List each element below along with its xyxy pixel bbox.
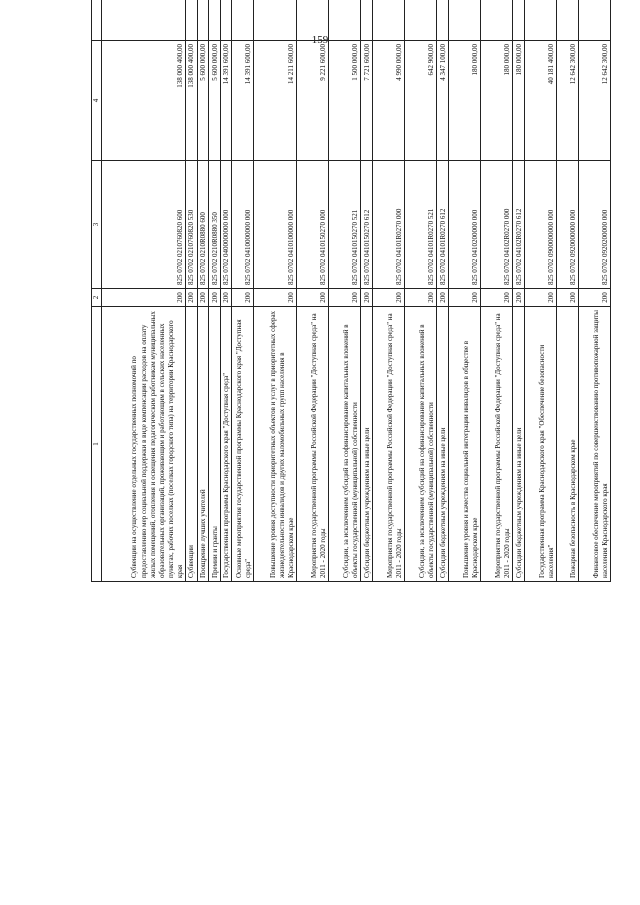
- cell-v4: 12 642 300,00: [578, 41, 610, 161]
- cell-code: 200: [556, 289, 578, 307]
- cell-code: 200: [372, 289, 404, 307]
- cell-v4: 180 000,00: [480, 41, 512, 161]
- cell-code: 200: [361, 289, 373, 307]
- cell-code: 200: [524, 289, 556, 307]
- cell-code: 200: [197, 289, 209, 307]
- cell-cls: 825 0702 0410100000 000: [254, 161, 297, 289]
- cell-name: Основные мероприятия государственной программы Краснодарского края "Доступная среда": [232, 307, 254, 582]
- cell-cls: 825 0702 0210R0880 350: [209, 161, 221, 289]
- cell-name: Повышение уровня и качества социальной интеграции инвалидов в обществе в Краснодарском крае: [448, 307, 480, 582]
- header-cell: 2: [92, 289, 102, 307]
- table-row: [448, 0, 480, 582]
- header-cell: [92, 0, 102, 41]
- cell-code: 200: [102, 289, 186, 307]
- table-row: [556, 0, 578, 582]
- cell-name: Мероприятия государственной программы Российской Федерации "Доступная среда" на 2011 - 2020 годы: [296, 307, 328, 582]
- table-row: [405, 0, 437, 582]
- cell-v4: 5 600 000,00: [209, 41, 221, 161]
- table-row: [102, 0, 186, 582]
- cell-name: Поощрение лучших учителей: [197, 307, 209, 582]
- cell-v5: [296, 0, 328, 41]
- cell-v4: 9 221 600,00: [296, 41, 328, 161]
- cell-code: 200: [437, 289, 449, 307]
- table-row: [329, 0, 361, 582]
- cell-v4: 4 990 000,00: [372, 41, 404, 161]
- cell-name: Повышение уровня доступности приоритетных объектов и услуг в приоритетных сферах жизнедеятельности инвалидов и других маломобильных групп населения в Краснодарском крае: [254, 307, 297, 582]
- cell-code: 200: [405, 289, 437, 307]
- cell-v5: [372, 0, 404, 41]
- header-cell: 3: [92, 161, 102, 289]
- budget-table: [91, 0, 611, 582]
- cell-code: 200: [254, 289, 297, 307]
- cell-cls: 825 0702 04102R0270 612: [513, 161, 525, 289]
- table-row: [372, 0, 404, 582]
- cell-cls: 825 0702 0210760820 530: [185, 161, 197, 289]
- cell-cls: 825 0702 0920200000 000: [578, 161, 610, 289]
- cell-name: Субвенции на осуществление отдельных государственных полномочий по предоставлению мер социальной поддержки в виде компенсации расходов на оплату жилых помещений, отопления и освещения педагогическим работникам муниципальных образовательных организаций, проживающим и работающим в сельских населенных пунктах, рабочих поселках (поселках городского типа) на территории Краснодарского края: [102, 307, 186, 582]
- cell-v5: [578, 0, 610, 41]
- cell-v5: [405, 0, 437, 41]
- cell-v4: 12 642 300,00: [556, 41, 578, 161]
- cell-name: Мероприятия государственной программы Российской Федерации "Доступная среда" на 2011 - 2020 годы: [372, 307, 404, 582]
- cell-v4: 1 500 000,00: [329, 41, 361, 161]
- cell-code: 200: [296, 289, 328, 307]
- cell-v4: 40 181 400,00: [524, 41, 556, 161]
- cell-v5: [556, 0, 578, 41]
- cell-code: 200: [232, 289, 254, 307]
- cell-cls: 825 0702 0410150270 000: [296, 161, 328, 289]
- cell-v5: [197, 0, 209, 41]
- table-row: [220, 0, 232, 582]
- cell-name: Мероприятия государственной программы Российской Федерации "Доступная среда" на 2011 - 2020 годы: [480, 307, 512, 582]
- cell-name: Субсидии, за исключением субсидий на софинансирование капитальных вложений в объекты государственной (муниципальной) собственности: [329, 307, 361, 582]
- cell-v4: 14 391 600,00: [220, 41, 232, 161]
- cell-v5: [329, 0, 361, 41]
- table-row: [513, 0, 525, 582]
- cell-v5: [232, 0, 254, 41]
- cell-code: 200: [513, 289, 525, 307]
- cell-name: Государственная программа Краснодарского края "Обеспечение безопасности населения": [524, 307, 556, 582]
- cell-cls: 825 0702 0210760820 600: [102, 161, 186, 289]
- cell-name: Государственная программа Краснодарского края "Доступная среда": [220, 307, 232, 582]
- cell-v5: [437, 0, 449, 41]
- cell-v5: [480, 0, 512, 41]
- cell-code: 200: [185, 289, 197, 307]
- table-row: [209, 0, 221, 582]
- cell-cls: 825 0702 0900000000 000: [524, 161, 556, 289]
- cell-name: Пожарная безопасность в Краснодарском крае: [556, 307, 578, 582]
- cell-v4: 7 721 600,00: [361, 41, 373, 161]
- cell-v4: 14 391 600,00: [232, 41, 254, 161]
- cell-cls: 825 0702 0920000000 000: [556, 161, 578, 289]
- cell-v5: [220, 0, 232, 41]
- cell-v4: 180 000,00: [448, 41, 480, 161]
- cell-code: 200: [448, 289, 480, 307]
- cell-name: Субвенции: [185, 307, 197, 582]
- cell-v4: 138 000 400,00: [102, 41, 186, 161]
- table-row: [480, 0, 512, 582]
- cell-v4: 180 000,00: [513, 41, 525, 161]
- cell-v5: [209, 0, 221, 41]
- cell-name: Субсидии бюджетным учреждениям на иные цели: [437, 307, 449, 582]
- cell-code: 200: [220, 289, 232, 307]
- cell-v4: 5 600 000,00: [197, 41, 209, 161]
- table-row: [296, 0, 328, 582]
- cell-cls: 825 0702 04101R0270 612: [437, 161, 449, 289]
- cell-name: Финансовое обеспечение мероприятий по совершенствованию противопожарной защиты населения Краснодарского края: [578, 307, 610, 582]
- cell-name: Субсидии бюджетным учреждениям на иные цели: [513, 307, 525, 582]
- cell-cls: 825 0702 0410150270 612: [361, 161, 373, 289]
- header-row: [92, 0, 102, 582]
- cell-cls: 825 0702 0410150270 521: [329, 161, 361, 289]
- cell-v5: [254, 0, 297, 41]
- cell-v5: [448, 0, 480, 41]
- table-row: [437, 0, 449, 582]
- cell-v5: [185, 0, 197, 41]
- page-number: 159: [311, 34, 329, 46]
- cell-v5: [361, 0, 373, 41]
- cell-cls: 825 0702 04102R0270 000: [480, 161, 512, 289]
- cell-cls: 825 0702 04101R0270 521: [405, 161, 437, 289]
- cell-v5: [524, 0, 556, 41]
- table-row: [361, 0, 373, 582]
- cell-v4: 138 000 400,00: [185, 41, 197, 161]
- rotated-table-area: [91, 44, 636, 582]
- cell-name: Премии и гранты: [209, 307, 221, 582]
- cell-code: 200: [480, 289, 512, 307]
- cell-code: 200: [329, 289, 361, 307]
- cell-v5: [102, 0, 186, 41]
- cell-name: Субсидии, за исключением субсидий на софинансирование капитальных вложений в объекты государственной (муниципальной) собственности: [405, 307, 437, 582]
- cell-code: 200: [578, 289, 610, 307]
- cell-v5: [513, 0, 525, 41]
- cell-v4: 14 211 600,00: [254, 41, 297, 161]
- table-row: [578, 0, 610, 582]
- cell-v4: 4 347 100,00: [437, 41, 449, 161]
- cell-cls: 825 0702 0410000000 000: [232, 161, 254, 289]
- cell-v4: 642 900,00: [405, 41, 437, 161]
- cell-cls: 825 0702 0410200000 000: [448, 161, 480, 289]
- cell-name: Субсидии бюджетным учреждениям на иные цели: [361, 307, 373, 582]
- cell-code: 200: [209, 289, 221, 307]
- table-row: [197, 0, 209, 582]
- cell-cls: 825 0702 0400000000 000: [220, 161, 232, 289]
- header-cell: 1: [92, 307, 102, 582]
- cell-cls: 825 0702 04101R0270 000: [372, 161, 404, 289]
- table-row: [524, 0, 556, 582]
- table-row: [254, 0, 297, 582]
- table-row: [232, 0, 254, 582]
- header-cell: 4: [92, 41, 102, 161]
- table-row: [185, 0, 197, 582]
- cell-cls: 825 0702 0210R0880 600: [197, 161, 209, 289]
